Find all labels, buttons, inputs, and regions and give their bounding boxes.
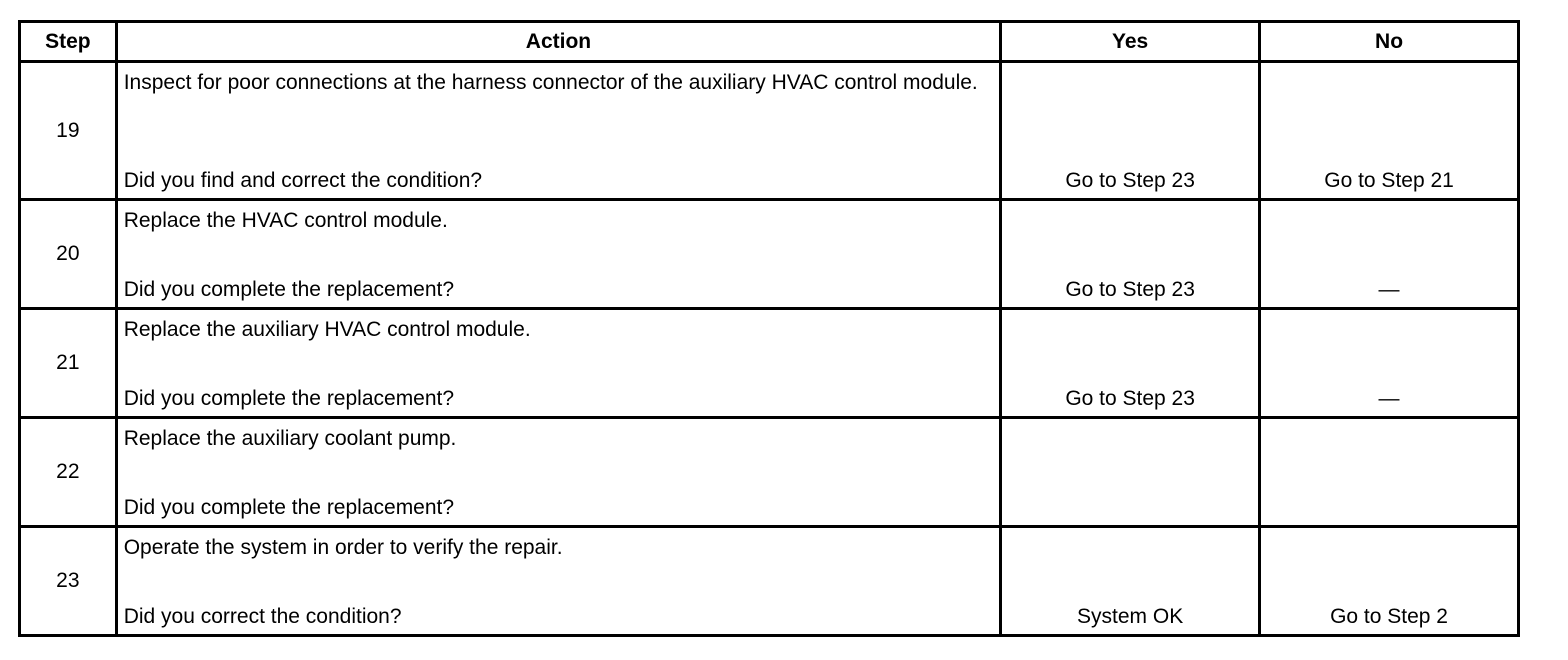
yes-cell [1001, 200, 1260, 309]
diagnostic-table [18, 20, 1520, 637]
table-row [20, 527, 1519, 636]
action-cell [116, 309, 1000, 418]
no-result: — [1378, 278, 1400, 301]
header-row [20, 22, 1519, 62]
action-question: Did you correct the condition? [123, 605, 402, 628]
header-yes: Yes [1001, 22, 1260, 62]
yes-result: Go to Step 23 [1065, 387, 1195, 410]
header-no: No [1260, 22, 1519, 62]
action-question: Did you complete the replacement? [123, 387, 455, 410]
action-instruction: Replace the auxiliary HVAC control module. [123, 318, 531, 341]
action-question: Did you complete the replacement? [123, 496, 455, 519]
no-cell [1260, 309, 1519, 418]
table-row [20, 62, 1519, 200]
action-instruction: Replace the auxiliary coolant pump. [123, 427, 457, 450]
step-number: 20 [20, 200, 117, 309]
yes-cell [1001, 62, 1260, 200]
header-action: Action [116, 22, 1000, 62]
table-row [20, 418, 1519, 527]
yes-result: System OK [1077, 605, 1184, 628]
no-result: — [1378, 387, 1400, 410]
action-instruction: Operate the system in order to verify the repair. [123, 536, 563, 559]
step-number: 22 [20, 418, 117, 527]
action-cell [116, 418, 1000, 527]
yes-result: Go to Step 23 [1065, 278, 1195, 301]
no-cell [1260, 527, 1519, 636]
table-row [20, 309, 1519, 418]
yes-cell [1001, 418, 1260, 527]
step-number: 19 [20, 62, 117, 200]
no-result: Go to Step 2 [1330, 605, 1448, 628]
yes-result: Go to Step 23 [1065, 169, 1195, 192]
action-cell [116, 200, 1000, 309]
header-step: Step [20, 22, 117, 62]
table-row [20, 200, 1519, 309]
step-number: 21 [20, 309, 117, 418]
action-instruction: Replace the HVAC control module. [123, 209, 448, 232]
action-cell [116, 62, 1000, 200]
yes-cell [1001, 309, 1260, 418]
action-question: Did you find and correct the condition? [123, 169, 483, 192]
no-cell [1260, 418, 1519, 527]
action-instruction: Inspect for poor connections at the harness connector of the auxiliary HVAC control module. [123, 71, 978, 94]
no-cell [1260, 62, 1519, 200]
no-cell [1260, 200, 1519, 309]
no-result: Go to Step 21 [1324, 169, 1454, 192]
action-question: Did you complete the replacement? [123, 278, 455, 301]
action-cell [116, 527, 1000, 636]
yes-cell [1001, 527, 1260, 636]
step-number: 23 [20, 527, 117, 636]
